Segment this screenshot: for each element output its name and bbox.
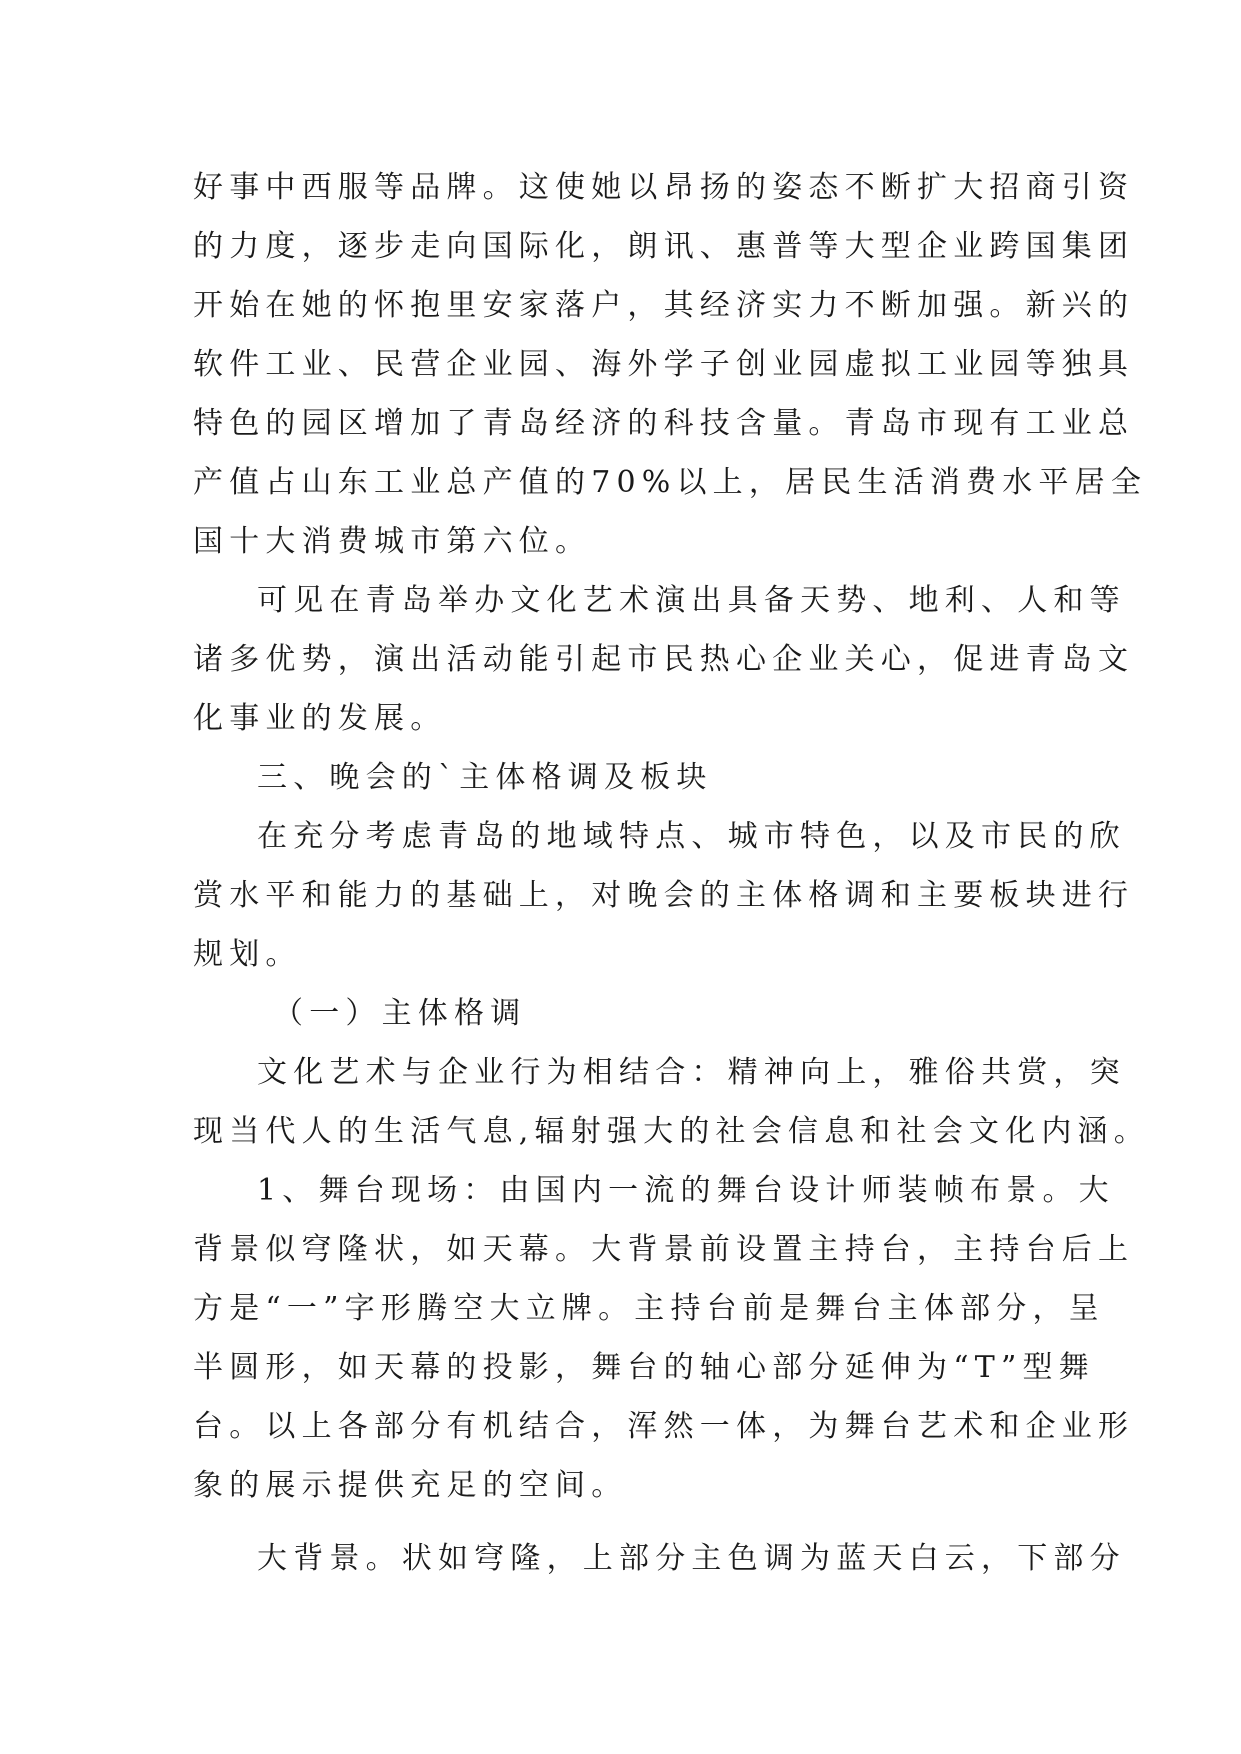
paragraph-3-line-1: 在充分考虑青岛的地域特点、城市特色，以及市民的欣: [257, 819, 1126, 854]
paragraph-1-line-3: 开始在她的怀抱里安家落户，其经济实力不断加强。新兴的: [193, 288, 1135, 323]
paragraph-gap: [193, 1515, 1053, 1529]
paragraph-5-line-3: 方是“一”字形腾空大立牌。主持台前是舞台主体部分，呈: [193, 1291, 1105, 1326]
paragraph-4-line-1: 文化艺术与企业行为相结合：精神向上，雅俗共赏，突: [257, 1055, 1126, 1090]
paragraph-5-line-6: 象的展示提供充足的空间。: [193, 1468, 628, 1503]
paragraph-5-line-5: 台。以上各部分有机结合，浑然一体，为舞台艺术和企业形: [193, 1409, 1135, 1444]
document-body: [193, 158, 1150, 1588]
paragraph-2-line-2: 诸多优势，演出活动能引起市民热心企业关心，促进青岛文: [193, 642, 1135, 677]
paragraph-1-line-1: 好事中西服等品牌。这使她以昂扬的姿态不断扩大招商引资: [193, 170, 1135, 205]
paragraph-3-line-3: 规划。: [193, 937, 302, 972]
paragraph-2-line-3: 化事业的发展。: [193, 701, 447, 736]
paragraph-5-line-4: 半圆形，如天幕的投影，舞台的轴心部分延伸为“T”型舞: [193, 1350, 1095, 1385]
subsection-heading: （一）主体格调: [273, 996, 527, 1031]
paragraph-2-line-1: 可见在青岛举办文化艺术演出具备天势、地利、人和等: [257, 583, 1126, 618]
paragraph-1-line-4: 软件工业、民营企业园、海外学子创业园虚拟工业园等独具: [193, 347, 1135, 382]
paragraph-1-line-2: 的力度，逐步走向国际化，朗讯、惠普等大型企业跨国集团: [193, 229, 1135, 264]
section-heading: 三、晚会的`主体格调及板块: [257, 760, 713, 795]
paragraph-5-line-1: 1、舞台现场：由国内一流的舞台设计师装帧布景。大: [257, 1173, 1115, 1208]
paragraph-6-line-1: 大背景。状如穹隆，上部分主色调为蓝天白云，下部分: [257, 1541, 1126, 1576]
paragraph-1-line-7: 国十大消费城市第六位。: [193, 524, 592, 559]
paragraph-1-line-5: 特色的园区增加了青岛经济的科技含量。青岛市现有工业总: [193, 406, 1135, 441]
paragraph-5-line-2: 背景似穹隆状，如天幕。大背景前设置主持台，主持台后上: [193, 1232, 1135, 1267]
paragraph-3-line-2: 赏水平和能力的基础上，对晚会的主体格调和主要板块进行: [193, 878, 1135, 913]
paragraph-4-line-2: 现当代人的生活气息,辐射强大的社会信息和社会文化内涵。: [193, 1114, 1150, 1149]
paragraph-1-line-6: 产值占山东工业总产值的70%以上，居民生活消费水平居全: [193, 465, 1148, 500]
